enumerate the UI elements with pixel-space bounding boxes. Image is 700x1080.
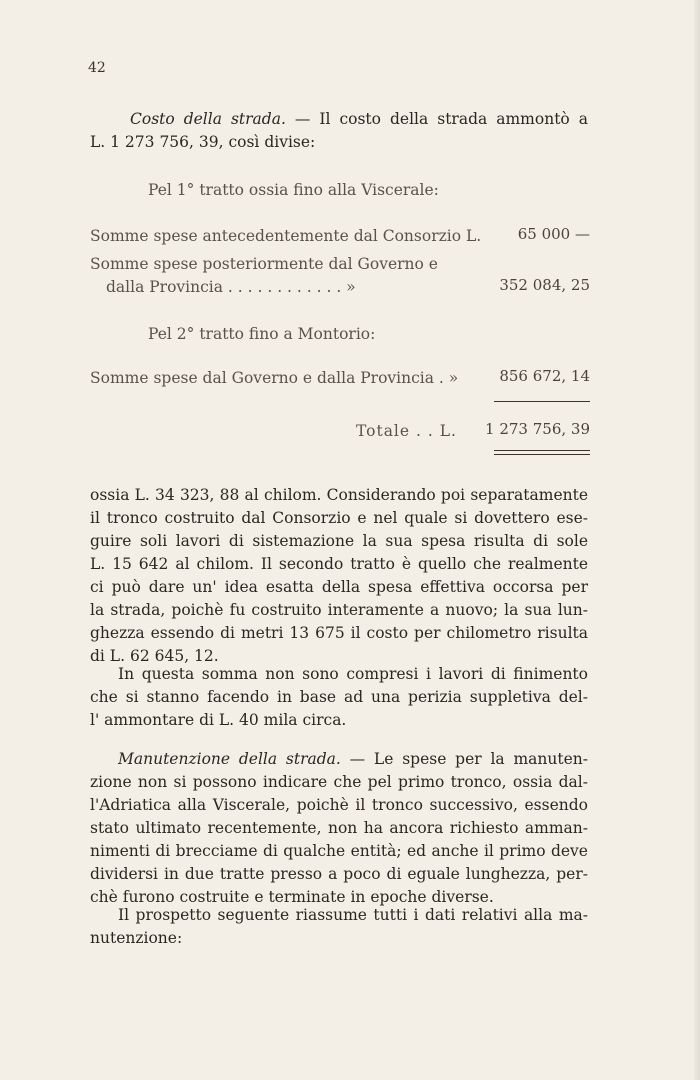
para2-line: l' ammontare di L. 40 mila circa. — [90, 711, 347, 729]
tratto1-item2-line2: dalla Provincia . . . . . . . . . . . . » — [106, 278, 356, 296]
cost-intro-rest: — Il costo della strada ammontò a — [285, 110, 588, 128]
tratto2-item-value: 856 672, 14 — [499, 367, 590, 385]
maint-heading: Manutenzione della strada. — [118, 750, 341, 768]
maint-line: zione non si possono indicare che pel primo tronco, ossia dal- — [90, 773, 588, 791]
tratto1-item1-value: 65 000 — — [517, 225, 590, 243]
para1-line: ossia L. 34 323, 88 al chilom. Considerando poi separatamente — [90, 486, 588, 504]
maint-first-line — [118, 748, 588, 770]
total-top-rule — [494, 401, 590, 402]
para1-line: guire soli lavori di sistemazione la sua spesa risulta di sole — [90, 532, 588, 550]
tratto2-item-label: Somme spese dal Governo e dalla Provincia . » — [90, 369, 459, 387]
tratto1-item2-line1: Somme spese posteriormente dal Governo e — [90, 255, 438, 273]
total-double-rule-1 — [494, 450, 590, 451]
maint-first-line-rest: — Le spese per la manuten- — [340, 750, 588, 768]
total-value: 1 273 756, 39 — [485, 420, 590, 438]
cost-heading: Costo della strada. — [130, 110, 286, 128]
para2-line: In questa somma non sono compresi i lavori di finimento — [118, 665, 588, 683]
para3-line: Il prospetto seguente riassume tutti i dati relativi alla ma- — [118, 906, 588, 924]
tratto1-title: Pel 1° tratto ossia fino alla Viscerale: — [148, 181, 439, 199]
tratto1-item1-label: Somme spese antecedentemente dal Consorzio L. — [90, 227, 482, 245]
maint-line: dividersi in due tratte presso a poco di eguale lunghezza, per- — [90, 865, 588, 883]
para1-line: ghezza essendo di metri 13 675 il costo per chilometro risulta — [90, 624, 588, 642]
maint-line: chè furono costruite e terminate in epoche diverse. — [90, 888, 494, 906]
tratto1-item2-value: 352 084, 25 — [499, 276, 590, 294]
maint-line: nimenti di brecciame di qualche entità; ed anche il primo deve — [90, 842, 588, 860]
para1-line: L. 15 642 al chilom. Il secondo tratto è quello che realmente — [90, 555, 588, 573]
para3-line: nutenzione: — [90, 929, 183, 947]
para1-line: di L. 62 645, 12. — [90, 647, 219, 665]
total-double-rule-2 — [494, 454, 590, 455]
cost-intro-line1 — [130, 108, 588, 130]
page-number: 42 — [88, 60, 106, 76]
page-edge-shadow — [692, 0, 700, 1080]
maint-line: stato ultimato recentemente, non ha ancora richiesto amman- — [90, 819, 588, 837]
para1-line: ci può dare un' idea esatta della spesa effettiva occorsa per — [90, 578, 588, 596]
para2-line: che si stanno facendo in base ad una perizia suppletiva del- — [90, 688, 588, 706]
para1-line: la strada, poichè fu costruito interamente a nuovo; la sua lun- — [90, 601, 588, 619]
total-label: Totale . . L. — [356, 422, 457, 440]
para1-line: il tronco costruito dal Consorzio e nel quale si dovettero ese- — [90, 509, 588, 527]
cost-intro-line2: L. 1 273 756, 39, così divise: — [90, 133, 316, 151]
tratto2-title: Pel 2° tratto fino a Montorio: — [148, 325, 376, 343]
maint-line: l'Adriatica alla Viscerale, poichè il tronco successivo, essendo — [90, 796, 588, 814]
